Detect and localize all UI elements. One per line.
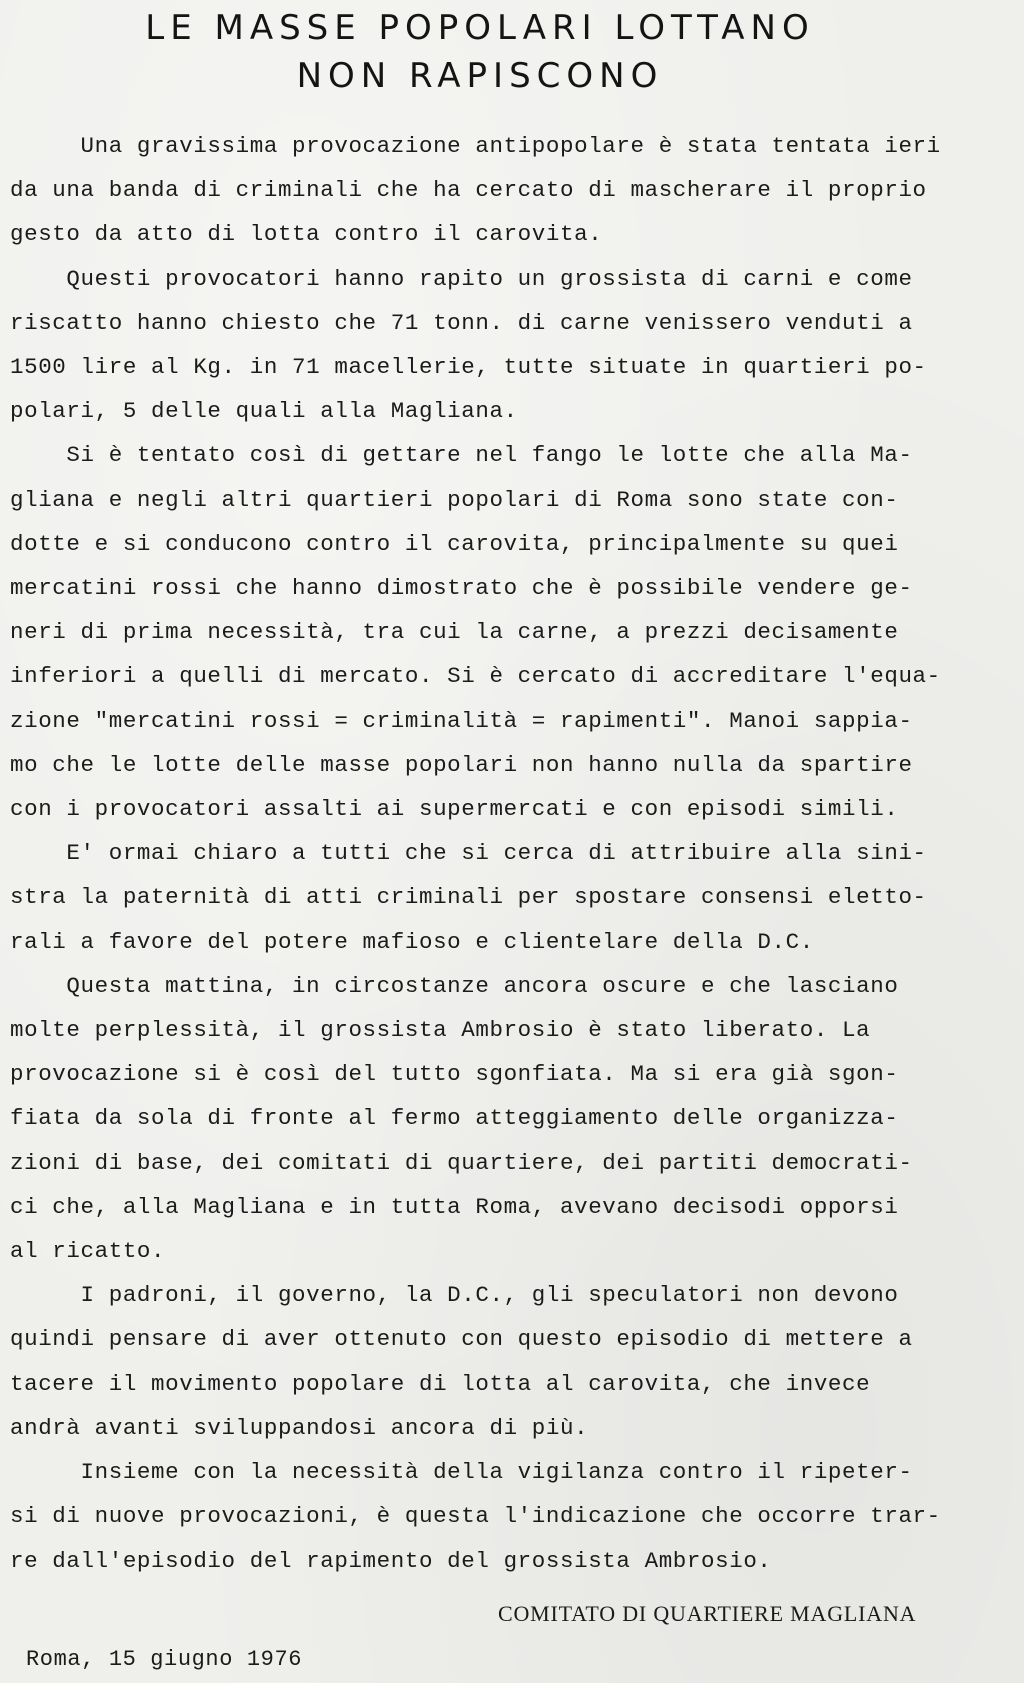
- body-line: si di nuove provocazioni, è questa l'indicazione che occorre trar-: [10, 1503, 941, 1530]
- body-line: inferiori a quelli di mercato. Si è cercato di accreditare l'equa-: [10, 663, 941, 690]
- body-line: al ricatto.: [10, 1238, 166, 1265]
- signature: COMITATO DI QUARTIERE MAGLIANA: [498, 1601, 917, 1626]
- body-line: rali a favore del potere mafioso e clientelare della D.C.: [10, 928, 814, 955]
- body-line: molte perplessità, il grossista Ambrosio è stato liberato. La: [10, 1017, 871, 1044]
- title-line-2: NON RAPISCONO: [296, 56, 664, 96]
- body-line: Questa mattina, in circostanze ancora oscure e che lasciano: [10, 972, 899, 999]
- body-line: fiata da sola di fronte al fermo atteggiamento delle organizza-: [10, 1105, 899, 1132]
- document-date: Roma, 15 giugno 1976: [26, 1647, 303, 1672]
- body-line: mo che le lotte delle masse popolari non hanno nulla da spartire: [10, 751, 913, 778]
- body-line: dotte e si conducono contro il carovita, principalmente su quei: [10, 530, 899, 557]
- body-line: riscatto hanno chiesto che 71 tonn. di carne venissero venduti a: [10, 309, 913, 336]
- body-line: quindi pensare di aver ottenuto con questo episodio di mettere a: [10, 1326, 913, 1353]
- body-line: Una gravissima provocazione antipopolare è stata tentata ieri: [10, 133, 941, 159]
- body-line: provocazione si è così del tutto sgonfiata. Ma si era già sgon-: [10, 1061, 899, 1088]
- body-line: polari, 5 delle quali alla Magliana.: [10, 398, 518, 425]
- body-line: Si è tentato così di gettare nel fango le lotte che alla Ma-: [10, 442, 913, 469]
- body-line: neri di prima necessità, tra cui la carne, a prezzi decisamente: [10, 619, 899, 646]
- body-line: Insieme con la necessità della vigilanza contro il ripeter-: [10, 1459, 913, 1486]
- body-line: I padroni, il governo, la D.C., gli speculatori non devono: [10, 1282, 899, 1309]
- body-line: Questi provocatori hanno rapito un grossista di carni e come: [10, 265, 913, 292]
- body-line: 1500 lire al Kg. in 71 macellerie, tutte situate in quartieri po-: [10, 354, 927, 381]
- body-line: tacere il movimento popolare di lotta al carovita, che invece: [10, 1370, 871, 1397]
- body-line: ci che, alla Magliana e in tutta Roma, avevano decisodi opporsi: [10, 1193, 899, 1220]
- body-line: da una banda di criminali che ha cercato di mascherare il proprio: [10, 177, 927, 204]
- body-line: zione "mercatini rossi = criminalità = rapimenti". Manoi sappia-: [10, 707, 913, 734]
- body-line: zioni di base, dei comitati di quartiere, dei partiti democrati-: [10, 1149, 913, 1176]
- document-body: [10, 124, 1000, 1583]
- body-line: E' ormai chiaro a tutti che si cerca di attribuire alla sini-: [10, 840, 927, 867]
- document-title: [0, 4, 960, 100]
- body-line: re dall'episodio del rapimento del grossista Ambrosio.: [10, 1547, 772, 1574]
- title-line-1: LE MASSE POPOLARI LOTTANO: [145, 8, 815, 48]
- body-line: andrà avanti sviluppandosi ancora di più.: [10, 1414, 589, 1441]
- body-line: stra la paternità di atti criminali per spostare consensi eletto-: [10, 884, 927, 911]
- body-line: gliana e negli altri quartieri popolari di Roma sono state con-: [10, 486, 899, 513]
- body-line: con i provocatori assalti ai supermercati e con episodi simili.: [10, 796, 899, 823]
- body-line: gesto da atto di lotta contro il carovita.: [10, 221, 603, 248]
- body-line: mercatini rossi che hanno dimostrato che è possibile vendere ge-: [10, 575, 913, 602]
